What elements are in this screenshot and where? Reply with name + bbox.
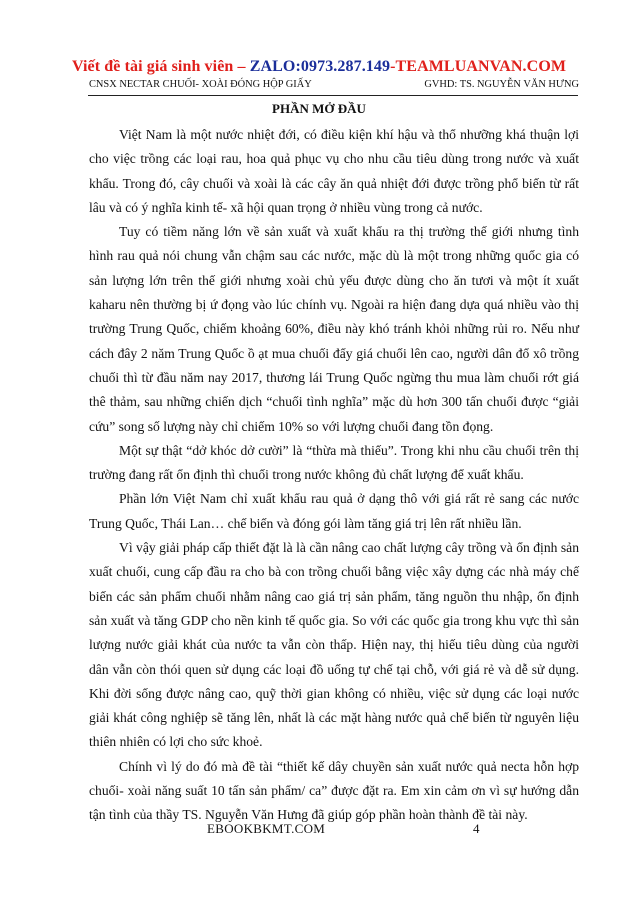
header-divider [88,95,578,96]
paragraph: Vì vậy giải pháp cấp thiết đặt là là cần nâng cao chất lượng cây trồng và ổn định sản xuất chuối, cung cấp đầu ra cho bà con trồng chuối bằng việc xây dựng các nhà máy chế biến các sản phẩm chuối nhằm nâng cao giá trị sản phẩm, tăng nguồn thu nhập, ổn định sản xuất và tăng GDP cho nền kinh tế quốc gia. So với các quốc gia trong khu vực thì sản lượng nước giải khát của nước ta vẫn còn thấp. Hiện nay, thị hiếu tiêu dùng của người dân vẫn còn thói quen sử dụng các loại đồ uống tự chế tại chỗ, với giá rẻ và dễ sử dụng. Khi đời sống được nâng cao, quỹ thời gian không có nhiều, việc sử dụng các loại nước giải khát công nghiệp sẽ tăng lên, nhất là các mặt hàng nước quả chế biến từ nguyên liệu thiên nhiên có lợi cho sức khoẻ. [89,540,579,750]
page-number: 4 [473,821,480,836]
paragraph: Tuy có tiềm năng lớn về sản xuất và xuất khẩu ra thị trường thế giới nhưng tình hình rau quả nói chung vẫn chậm sau các nước, mặc dù là một trong những quốc gia có sản lượng lớn trên thế giới nhưng xoài chủ yếu được dùng cho ăn tươi và một ít xuất kaharu nên thường bị ứ đọng vào lúc chính vụ. Ngoài ra hiện đang dựa quá nhiều vào thị trường Trung Quốc, chiếm khoảng 60%, điều này khó tránh khỏi những rủi ro. Nếu như cách đây 2 năm Trung Quốc ồ ạt mua chuối đẩy giá chuối lên cao, người dân đổ xô trồng chuối thì từ đầu năm nay 2017, thương lái Trung Quốc ngừng thu mua làm chuối rớt giá thê thảm, sau những chiến dịch “chuối tình nghĩa” mặc dù hơn 300 tấn chuối được “giải cứu” song số lượng này chỉ chiếm 10% so với lượng chuối đang tồn đọng. [89,224,579,434]
header-supervisor: GVHD: TS. NGUYỄN VĂN HƯNG [424,79,579,90]
body-text [89,123,579,828]
paragraph: Chính vì lý do đó mà đề tài “thiết kế dây chuyền sản xuất nước quả necta hỗn hợp chuối- xoài năng suất 10 tấn sản phẩm/ ca” được đặt ra. Em xin cảm ơn vì sự hướng dẫn tận tình của thầy TS. Nguyễn Văn Hưng đã giúp góp phần hoàn thành đề tài này. [89,758,579,823]
banner-site-name: -TEAMLUANVAN.COM [390,58,567,75]
banner-text-part1: Viết đề tài giá sinh viên – [71,58,250,75]
banner-zalo-contact: ZALO:0973.287.149 [249,58,391,75]
header-document-title: CNSX NECTAR CHUỐI- XOÀI ĐÓNG HỘP GIẤY [89,79,312,90]
paragraph: Phần lớn Việt Nam chỉ xuất khẩu rau quả ở dạng thô với giá rất rẻ sang các nước Trung Quốc, Thái Lan… chế biến và đóng gói làm tăng giá trị lên rất nhiều lần. [89,491,579,531]
section-title: PHẦN MỞ ĐẦU [272,101,366,116]
promo-banner [0,58,638,76]
paragraph: Việt Nam là một nước nhiệt đới, có điều kiện khí hậu và thổ nhưỡng khá thuận lợi cho việc trồng các loại rau, hoa quả phục vụ cho nhu cầu tiêu dùng trong nước và xuất khẩu. Trong đó, cây chuối và xoài là các cây ăn quả nhiệt đới được trồng phổ biến từ rất lâu và có ý nghĩa kinh tế- xã hội quan trọng ở nhiều vùng trong cả nước. [89,127,579,215]
footer-site-name: EBOOKBKMT.COM [207,821,326,836]
running-header [89,79,579,90]
paragraph: Một sự thật “dở khóc dở cười” là “thừa mà thiếu”. Trong khi nhu cầu chuối trên thị trường đang rất ổn định thì chuối trong nước không đủ chất lượng để xuất khẩu. [89,442,579,483]
